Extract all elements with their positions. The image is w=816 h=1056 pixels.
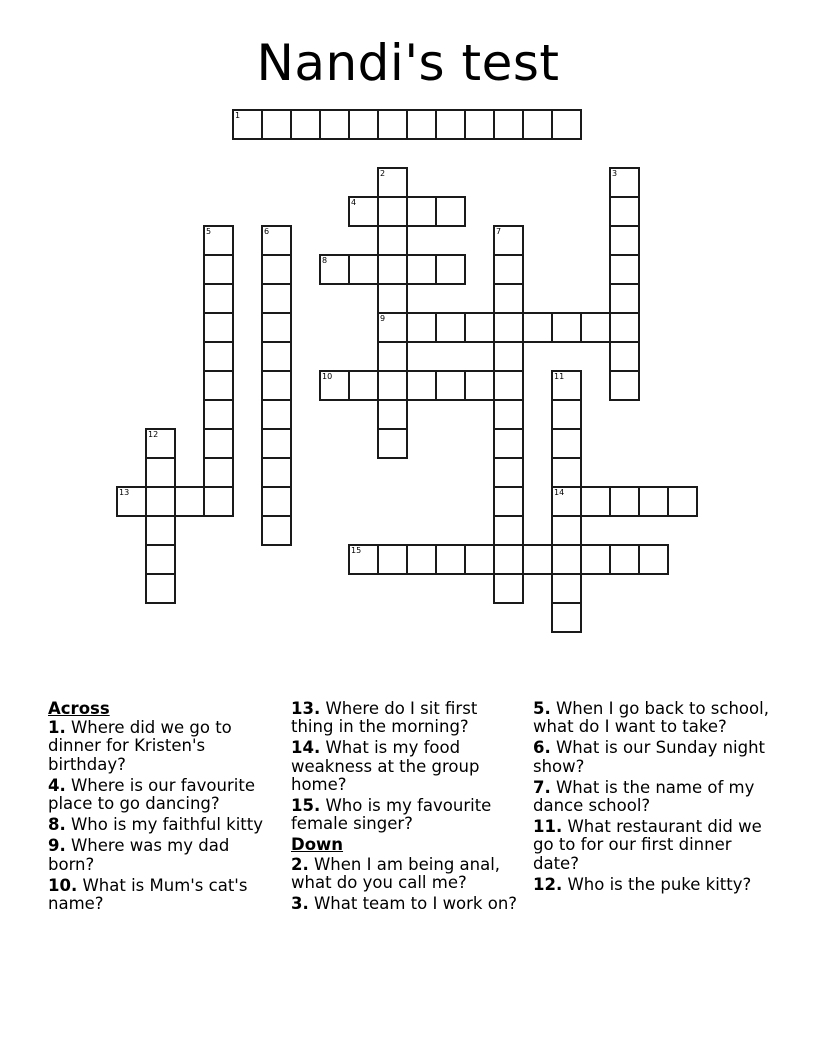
clue-down-5: [533, 700, 773, 736]
grid-cell[interactable]: [464, 312, 495, 343]
grid-cell[interactable]: [203, 486, 234, 517]
grid-cell[interactable]: [174, 486, 205, 517]
clue-number: 14.: [291, 738, 321, 758]
grid-cell[interactable]: [493, 254, 524, 285]
grid-cell[interactable]: [145, 486, 176, 517]
clue-number: 4.: [48, 775, 66, 795]
clue-across-8: [48, 816, 278, 834]
clue-text: What is my food weakness at the group home?: [291, 738, 480, 794]
clue-number: 3.: [291, 894, 309, 914]
grid-cell[interactable]: [638, 544, 669, 575]
grid-cell[interactable]: [116, 486, 147, 517]
grid-cell[interactable]: [551, 428, 582, 459]
clues-column-2: [291, 700, 521, 916]
grid-cell[interactable]: [435, 196, 466, 227]
grid-cell[interactable]: [377, 225, 408, 256]
grid-cell[interactable]: [406, 312, 437, 343]
grid-cell[interactable]: [261, 312, 292, 343]
clue-number: 7.: [533, 777, 551, 797]
grid-cell[interactable]: [348, 544, 379, 575]
clue-text: Who is my faithful kitty: [65, 815, 263, 835]
cell-number: 15: [351, 546, 362, 555]
grid-cell[interactable]: [290, 109, 321, 140]
grid-cell[interactable]: [609, 254, 640, 285]
grid-cell[interactable]: [609, 341, 640, 372]
grid-cell[interactable]: [435, 254, 466, 285]
grid-cell[interactable]: [377, 254, 408, 285]
grid-cell[interactable]: [493, 428, 524, 459]
grid-cell[interactable]: [609, 283, 640, 314]
grid-cell[interactable]: [377, 544, 408, 575]
grid-cell[interactable]: [435, 544, 466, 575]
clue-text: What restaurant did we go to for our first dinner date?: [533, 817, 762, 873]
grid-cell[interactable]: [551, 515, 582, 546]
clue-number: 8.: [48, 815, 66, 835]
cell-number: 7: [496, 227, 502, 236]
grid-cell[interactable]: [493, 544, 524, 575]
grid-cell[interactable]: [319, 370, 350, 401]
grid-cell[interactable]: [609, 486, 640, 517]
grid-cell[interactable]: [203, 370, 234, 401]
clue-text: What is Mum's cat's name?: [48, 875, 248, 914]
clue-number: 9.: [48, 836, 66, 856]
clue-text: Who is my favourite female singer?: [291, 796, 492, 834]
cell-number: 5: [206, 227, 212, 236]
grid-cell[interactable]: [261, 109, 292, 140]
grid-cell[interactable]: [261, 370, 292, 401]
grid-cell[interactable]: [203, 254, 234, 285]
clue-number: 2.: [291, 854, 309, 874]
clue-across-14: [291, 739, 521, 794]
grid-cell[interactable]: [145, 573, 176, 604]
grid-cell[interactable]: [261, 341, 292, 372]
clue-text: Where was my dad born?: [48, 836, 230, 874]
clue-number: 13.: [291, 699, 321, 718]
puzzle-title: Nandi's test: [256, 34, 560, 92]
clue-number: 1.: [48, 718, 66, 738]
grid-cell[interactable]: [435, 312, 466, 343]
clue-number: 10.: [48, 875, 78, 895]
grid-cell[interactable]: [261, 457, 292, 488]
grid-cell[interactable]: [377, 399, 408, 430]
grid-cell[interactable]: [377, 196, 408, 227]
grid-cell[interactable]: [406, 544, 437, 575]
grid-cell[interactable]: [232, 109, 263, 140]
clue-number: 15.: [291, 796, 321, 816]
clue-number: 11.: [533, 817, 563, 837]
cell-number: 4: [351, 198, 357, 207]
grid-cell[interactable]: [609, 196, 640, 227]
grid-cell[interactable]: [464, 544, 495, 575]
clue-across-9: [48, 837, 278, 873]
grid-cell[interactable]: [522, 312, 553, 343]
cell-number: 11: [554, 372, 565, 381]
grid-cell[interactable]: [493, 370, 524, 401]
grid-cell[interactable]: [609, 167, 640, 198]
grid-cell[interactable]: [145, 457, 176, 488]
grid-cell[interactable]: [493, 283, 524, 314]
grid-cell[interactable]: [261, 283, 292, 314]
clue-text: What is our Sunday night show?: [533, 738, 766, 776]
grid-cell[interactable]: [493, 486, 524, 517]
grid-cell[interactable]: [261, 254, 292, 285]
cell-number: 6: [264, 227, 270, 236]
cell-number: 2: [380, 169, 386, 178]
grid-cell[interactable]: [522, 544, 553, 575]
grid-cell[interactable]: [406, 109, 437, 140]
grid-cell[interactable]: [377, 428, 408, 459]
clue-down-11: [533, 818, 773, 873]
clue-down-7: [533, 779, 773, 815]
down-heading: Down: [291, 835, 344, 855]
grid-cell[interactable]: [203, 341, 234, 372]
grid-cell[interactable]: [551, 602, 582, 633]
grid-cell[interactable]: [406, 196, 437, 227]
clue-text: Where did we go to dinner for Kristen's birthday?: [48, 718, 232, 774]
grid-cell[interactable]: [377, 109, 408, 140]
grid-cell[interactable]: [203, 428, 234, 459]
grid-cell[interactable]: [493, 109, 524, 140]
grid-cell[interactable]: [667, 486, 698, 517]
grid-cell[interactable]: [609, 370, 640, 401]
clue-number: 5.: [533, 699, 551, 718]
clue-text: Who is the puke kitty?: [562, 874, 752, 894]
grid-cell[interactable]: [348, 109, 379, 140]
clue-across-10: [48, 877, 278, 913]
grid-cell[interactable]: [377, 167, 408, 198]
clue-down-2: [291, 856, 521, 892]
clue-down-3: [291, 895, 521, 913]
grid-cell[interactable]: [464, 109, 495, 140]
cell-number: 8: [322, 256, 328, 265]
clue-down-12: [533, 876, 773, 894]
grid-cell[interactable]: [261, 428, 292, 459]
grid-cell[interactable]: [551, 312, 582, 343]
clue-text: When I go back to school, what do I want to take?: [533, 699, 769, 737]
grid-cell[interactable]: [493, 225, 524, 256]
grid-cell[interactable]: [348, 254, 379, 285]
grid-cell[interactable]: [377, 312, 408, 343]
grid-cell[interactable]: [609, 225, 640, 256]
grid-cell[interactable]: [406, 254, 437, 285]
cell-number: 3: [612, 169, 618, 178]
cell-number: 13: [119, 488, 130, 497]
clue-down-6: [533, 739, 773, 775]
grid-cell[interactable]: [261, 515, 292, 546]
grid-cell[interactable]: [551, 109, 582, 140]
grid-cell[interactable]: [203, 312, 234, 343]
grid-cell[interactable]: [261, 486, 292, 517]
grid-cell[interactable]: [406, 370, 437, 401]
clues-column-3: [533, 700, 773, 897]
cell-number: 12: [148, 430, 159, 439]
grid-cell[interactable]: [377, 283, 408, 314]
cell-number: 9: [380, 314, 386, 323]
grid-cell[interactable]: [261, 225, 292, 256]
grid-cell[interactable]: [464, 370, 495, 401]
grid-cell[interactable]: [203, 399, 234, 430]
clue-across-1: [48, 719, 278, 774]
clue-number: 6.: [533, 738, 551, 758]
clue-across-4: [48, 777, 278, 813]
grid-cell[interactable]: [580, 544, 611, 575]
grid-cell[interactable]: [145, 428, 176, 459]
clue-text: When I am being anal, what do you call me?: [291, 854, 501, 892]
grid-cell[interactable]: [261, 399, 292, 430]
grid-cell[interactable]: [319, 109, 350, 140]
grid-cell[interactable]: [493, 573, 524, 604]
grid-cell[interactable]: [435, 370, 466, 401]
cell-number: 14: [554, 488, 565, 497]
grid-cell[interactable]: [493, 312, 524, 343]
grid-cell[interactable]: [551, 370, 582, 401]
grid-cell[interactable]: [377, 341, 408, 372]
grid-cell[interactable]: [580, 312, 611, 343]
grid-cell[interactable]: [551, 399, 582, 430]
grid-cell[interactable]: [319, 254, 350, 285]
grid-cell[interactable]: [435, 109, 466, 140]
grid-cell[interactable]: [638, 486, 669, 517]
grid-cell[interactable]: [551, 457, 582, 488]
clue-text: What team to I work on?: [308, 894, 518, 914]
clue-text: Where is our favourite place to go dancing?: [48, 775, 255, 814]
clue-across-13: [291, 700, 521, 736]
grid-cell[interactable]: [493, 457, 524, 488]
clue-across-15: [291, 797, 521, 833]
grid-cell[interactable]: [348, 196, 379, 227]
grid-cell[interactable]: [203, 225, 234, 256]
grid-cell[interactable]: [203, 283, 234, 314]
clues-column-1: [48, 700, 278, 916]
across-heading: Across: [48, 699, 110, 718]
clue-text: Where do I sit first thing in the morning?: [291, 699, 478, 737]
grid-cell[interactable]: [493, 341, 524, 372]
grid-cell[interactable]: [609, 312, 640, 343]
grid-cell[interactable]: [348, 370, 379, 401]
grid-cell[interactable]: [493, 399, 524, 430]
grid-cell[interactable]: [377, 370, 408, 401]
grid-cell[interactable]: [493, 515, 524, 546]
grid-cell[interactable]: [145, 544, 176, 575]
grid-cell[interactable]: [580, 486, 611, 517]
grid-cell[interactable]: [203, 457, 234, 488]
clue-number: 12.: [533, 874, 563, 894]
grid-cell[interactable]: [551, 573, 582, 604]
grid-cell[interactable]: [609, 544, 640, 575]
grid-cell[interactable]: [551, 486, 582, 517]
grid-cell[interactable]: [145, 515, 176, 546]
cell-number: 10: [322, 372, 333, 381]
cell-number: 1: [235, 111, 241, 120]
clue-text: What is the name of my dance school?: [533, 777, 755, 816]
grid-cell[interactable]: [522, 109, 553, 140]
grid-cell[interactable]: [551, 544, 582, 575]
